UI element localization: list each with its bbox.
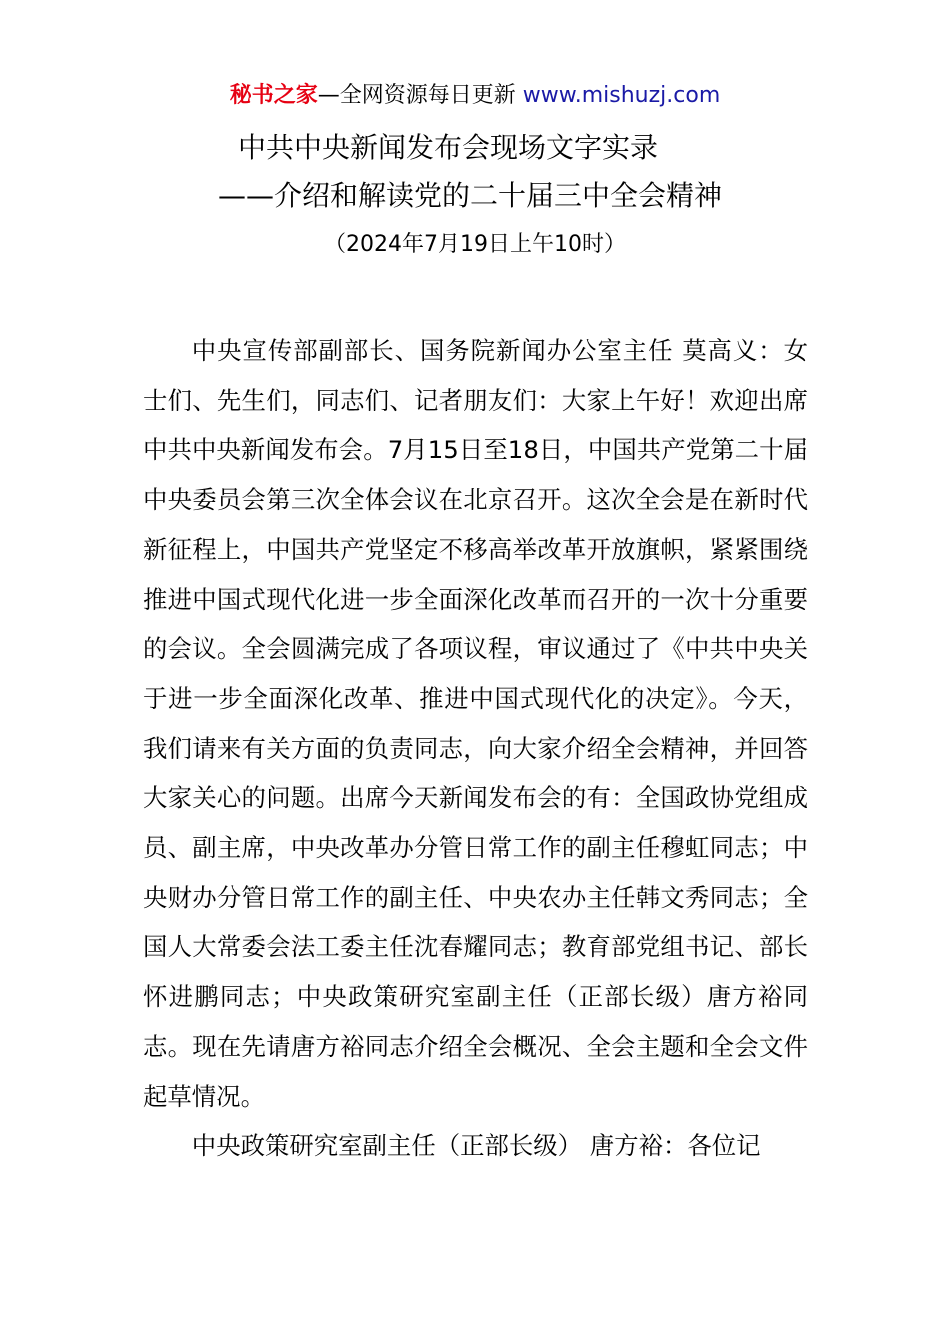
site-url-link[interactable]: www.mishuzj.com [522, 83, 721, 108]
site-brand: 秘书之家 [229, 83, 318, 108]
document-title: 中共中央新闻发布会现场文字实录 [238, 131, 659, 164]
site-tagline: —全网资源每日更新 [317, 83, 523, 108]
document-body [143, 326, 808, 1171]
paragraph-opening-remarks: 中央宣传部副部长、国务院新闻办公室主任 莫高义：女士们、先生们，同志们、记者朋友们：大家上午好！欢迎出席中共中央新闻发布会。7月15日至18日，中国共产党第二十届中央委员会第三次全体会议在北京召开。这次全会是在新时代新征程上，中国共产党坚定不移高举改革开放旗帜，紧紧围绕推进中国式现代化进一步全面深化改革而召开的一次十分重要的会议。全会圆满完成了各项议程，审议通过了《中共中央关于进一步全面深化改革、推进中国式现代化的决定》。今天，我们请来有关方面的负责同志，向大家介绍全会精神，并回答大家关心的问题。出席今天新闻发布会的有：全国政协党组成员、副主席，中央改革办分管日常工作的副主任穆虹同志；中央财办分管日常工作的副主任、中央农办主任韩文秀同志；全国人大常委会法工委主任沈春耀同志；教育部党组书记、部长怀进鹏同志；中央政策研究室副主任（正部长级）唐方裕同志。现在先请唐方裕同志介绍全会概况、全会主题和全会文件起草情况。 [143, 336, 808, 1111]
document-subtitle: ——介绍和解读党的二十届三中全会精神 [218, 179, 723, 212]
site-header [0, 82, 950, 110]
paragraph-speaker-tang: 中央政策研究室副主任（正部长级） 唐方裕：各位记 [191, 1131, 761, 1161]
document-date: （2024年7月19日上午10时） [324, 232, 626, 257]
